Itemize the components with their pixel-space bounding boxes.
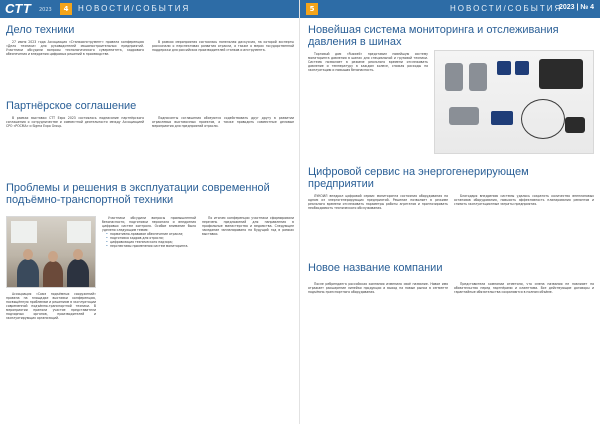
article-new-name-col1 bbox=[308, 282, 448, 418]
list-item: • подготовка кадров для отрасли; bbox=[106, 236, 196, 240]
window bbox=[67, 221, 91, 243]
article-digital-service-col1 bbox=[308, 194, 448, 252]
paragraph: ЛУКОЙЛ внедрил цифровой сервис мониторинга состояния оборудования на одном из энергогенерирующих предприятий. Решение позволяет в режиме реального времени отслеживать параметры работы агрегатов и прогнозировать необходимость технического обслуживания. bbox=[308, 194, 448, 210]
display-unit bbox=[539, 59, 583, 89]
article-title-partnership: Партнёрское соглашение bbox=[6, 100, 137, 112]
article-title-lifting-equipment: Проблемы и решения в эксплуатации современной подъёмно-транспортной техники bbox=[6, 182, 270, 206]
issue-number: 2023 | № 4 bbox=[558, 4, 594, 11]
logo-year: 2023 bbox=[39, 7, 52, 13]
paragraph: 27 июня 2023 года Ассоциация «Станкоинструмент» провела конференцию «Дело техники» для руководителей машиностроительных предприятий. Участники обсудили вопросы технологического суверенитета, кадрового обеспечения и внедрения цифровых решений в производстве. bbox=[6, 40, 144, 56]
article-title-digital-service: Цифровой сервис на энергогенерирующем предприятии bbox=[308, 166, 529, 190]
cable bbox=[521, 99, 565, 139]
paragraph: После ребрендинга российская компания изменила своё название. Новое имя отражает расширение линейки продукции и выход на новые рынки в сегменте подъёмно-транспортного оборудования. bbox=[308, 282, 448, 294]
paragraph: Ассоциация «Союз подъёмных сооружений» провела на площадке выставки конференцию, посвящённую проблемам и решениям в эксплуатации современной подъёмно-транспортной техники. В мероприятии приняли участие представители надзорных органов, производителей и эксплуатирующих организаций. bbox=[6, 292, 96, 320]
person-head bbox=[48, 251, 58, 262]
paragraph: В рамках выставки СТТ Expo 2023 состоялось подписание партнёрского соглашения о сотрудничестве и совместной деятельности между Ассоциацией СРО «РОСМА» и Sigma Expo Group. bbox=[6, 116, 144, 128]
person-head bbox=[23, 249, 33, 260]
person-figure bbox=[17, 259, 39, 288]
right-page bbox=[300, 0, 600, 424]
tire-sensors-photo bbox=[434, 50, 594, 154]
page-number-badge: 4 bbox=[60, 3, 72, 15]
paragraph: По итогам конференции участники сформировали перечень предложений для направления в профильные министерства и ведомства. Следующее заседание запланировано на будущий год в рамках выставки. bbox=[202, 216, 294, 236]
article-lifting-col1 bbox=[6, 292, 96, 420]
receiver-unit bbox=[449, 107, 479, 125]
article-partnership-col2 bbox=[152, 116, 294, 164]
article-delo-tekhniki-col1 bbox=[6, 40, 144, 96]
right-header-bar bbox=[300, 0, 600, 18]
article-lifting-col3 bbox=[202, 216, 294, 420]
list-item: • нормативно-правовое обеспечение отрасли; bbox=[106, 232, 196, 236]
section-title: НОВОСТИ/СОБЫТИЯ bbox=[78, 4, 191, 13]
article-partnership-col1 bbox=[6, 116, 144, 164]
person-figure bbox=[67, 259, 89, 288]
article-title-delo-tekhniki: Дело техники bbox=[6, 24, 75, 36]
conference-photo bbox=[6, 216, 96, 288]
sensor-device bbox=[515, 61, 529, 75]
article-delo-tekhniki-col2 bbox=[152, 40, 294, 96]
paragraph: Благодаря внедрению системы удалось сократить количество внеплановых остановов оборудования, повысить эффективность планирования ремонтов и снизить эксплуатационные затраты предприятия. bbox=[454, 194, 594, 206]
page-number-badge: 5 bbox=[306, 3, 318, 15]
paragraph: Представители компании отметили, что смена названия не повлияет на обязательства перед партнёрами и клиентами. Все действующие договоры и гарантийные обязательства сохраняются в полном объёме. bbox=[454, 282, 594, 294]
article-new-name-col2 bbox=[454, 282, 594, 418]
paragraph: В рамках мероприятия состоялась панельная дискуссия, на которой эксперты рассказали о перспективах развития отрасли, а также о мерах государственной поддержки для российских производителей станков и инструмента. bbox=[152, 40, 294, 52]
connector bbox=[565, 117, 585, 133]
magazine-logo: СТТ bbox=[5, 1, 32, 16]
article-digital-service-col2 bbox=[454, 194, 594, 252]
article-title-tire-monitoring: Новейшая система мониторинга и отслеживания давления в шинах bbox=[308, 24, 559, 48]
article-title-new-name: Новое название компании bbox=[308, 262, 443, 274]
sensor-device bbox=[445, 63, 463, 91]
left-header-bar bbox=[0, 0, 300, 18]
bullet-list bbox=[102, 232, 196, 248]
person-figure bbox=[43, 261, 63, 288]
paragraph: Подписанты соглашения обязуются содействовать друг другу в развитии отраслевых выставочных проектов, а также проводить совместные деловые мероприятия для предприятий отрасли. bbox=[152, 116, 294, 128]
person-head bbox=[73, 249, 83, 260]
list-item: • перспективы применения систем мониторинга. bbox=[106, 244, 196, 248]
paragraph: Торговый дом «Ruswell» представил новейшую систему мониторинга давления в шинах для специальной и грузовой техники. Система позволяет в режиме реального времени отслеживать давление и температуру в каждом колесе, снижая расходы на эксплуатацию и повышая безопасность. bbox=[308, 52, 428, 72]
article-tire-monitoring-text bbox=[308, 52, 428, 156]
paragraph: Участники обсудили вопросы промышленной безопасности, подготовки персонала и внедрения цифровых систем контроля. Особое внимание было уделено следующим темам: bbox=[102, 216, 196, 232]
sensor-device bbox=[469, 63, 487, 91]
section-title: НОВОСТИ/СОБЫТИЯ bbox=[450, 4, 563, 13]
article-lifting-col2 bbox=[102, 216, 196, 420]
sensor-device bbox=[497, 61, 511, 75]
window bbox=[11, 221, 37, 243]
list-item: • цифровизация технического надзора; bbox=[106, 240, 196, 244]
sensor-device bbox=[491, 111, 513, 125]
